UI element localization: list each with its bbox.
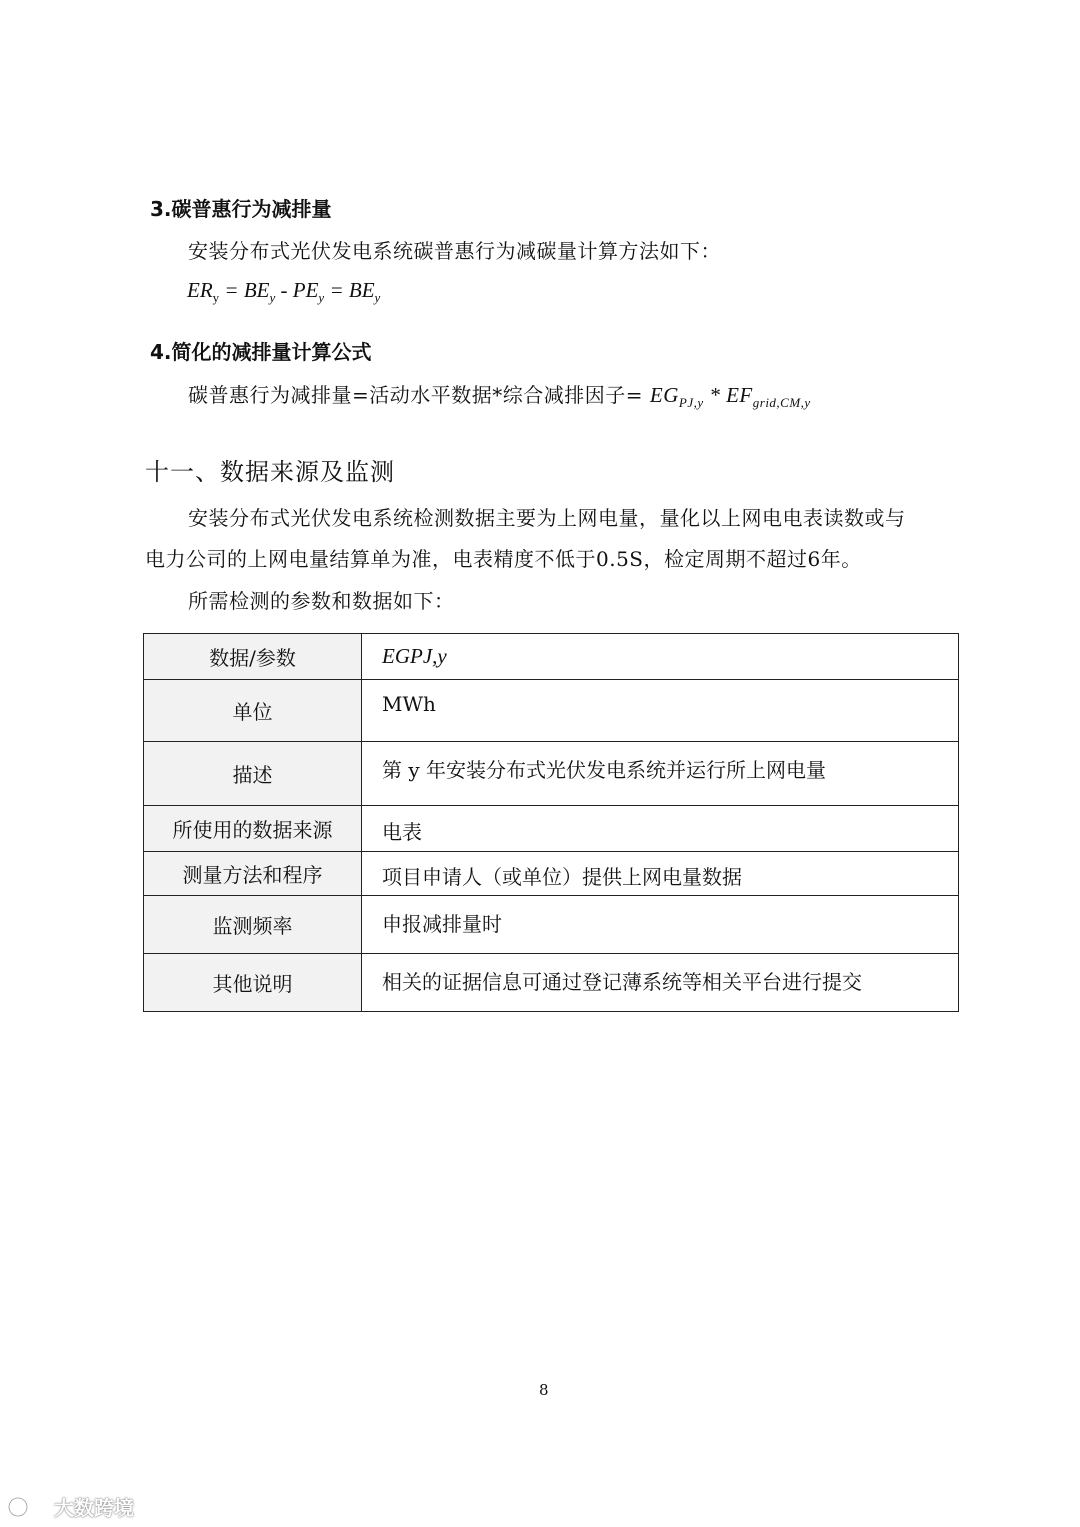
table-row	[144, 742, 959, 806]
table-value: EGPJ,y	[362, 634, 959, 680]
table-row	[144, 680, 959, 742]
chapter-paragraph-line1: 安装分布式光伏发电系统检测数据主要为上网电量，量化以上网电电表读数或与	[188, 506, 906, 530]
watermark	[6, 1492, 134, 1521]
section-4-formula: 碳普惠行为减排量=活动水平数据*综合减排因子= $EG_{PJ,y} * EF_{grid,CM,y}$	[188, 383, 811, 410]
chapter-title: 十一、数据来源及监测	[145, 458, 395, 486]
table-value: 相关的证据信息可通过登记薄系统等相关平台进行提交	[362, 954, 959, 1012]
table-key: 所使用的数据来源	[144, 806, 362, 852]
table-value: MWh	[362, 680, 959, 742]
watermark-text: 大数跨境	[54, 1496, 134, 1520]
page-number: 8	[539, 1381, 549, 1399]
table-value: 第 y 年安装分布式光伏发电系统并运行所上网电量	[362, 742, 959, 806]
table-row	[144, 852, 959, 896]
table-row	[144, 896, 959, 954]
table-row	[144, 634, 959, 680]
table-row	[144, 806, 959, 852]
parameter-table	[143, 633, 959, 1012]
section-3-text: 安装分布式光伏发电系统碳普惠行为减碳量计算方法如下：	[188, 239, 721, 263]
table-value: 项目申请人（或单位）提供上网电量数据	[362, 852, 959, 896]
chapter-paragraph-line2: 电力公司的上网电量结算单为准，电表精度不低于0.5S，检定周期不超过6年。	[145, 547, 862, 571]
section-4-heading: 4.简化的减排量计算公式	[150, 340, 372, 364]
table-key: 描述	[144, 742, 362, 806]
chapter-paragraph-2: 所需检测的参数和数据如下：	[188, 589, 455, 613]
table-key: 其他说明	[144, 954, 362, 1012]
table-value: 申报减排量时	[362, 896, 959, 954]
table-row	[144, 954, 959, 1012]
table-key: 数据/参数	[144, 634, 362, 680]
watermark-logo-icon	[6, 1493, 48, 1521]
table-key: 测量方法和程序	[144, 852, 362, 896]
section-3-heading: 3.碳普惠行为减排量	[150, 197, 332, 221]
formula-er: $ER_y = BE_y - PE_y = BE_y$	[187, 278, 381, 306]
table-value: 电表	[362, 806, 959, 852]
table-key: 监测频率	[144, 896, 362, 954]
table-key: 单位	[144, 680, 362, 742]
